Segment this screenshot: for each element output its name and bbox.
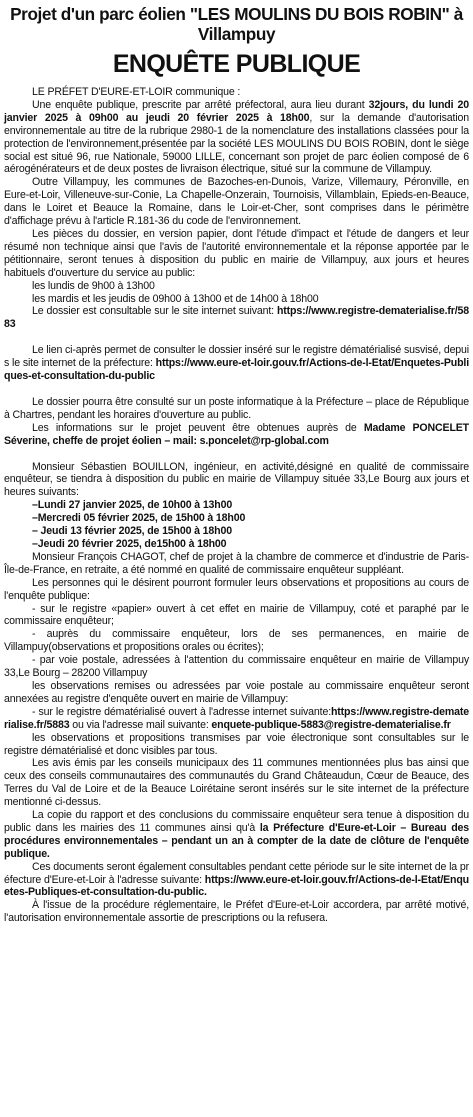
hours-tue-thu: les mardis et les jeudis de 09h00 à 13h00 et de 14h00 à 18h00 (32, 292, 319, 305)
paragraph-pieces: Les pièces du dossier, en version papier, dont l'étude d'impact et l'étude de dangers et leur résumé non technique ainsi que l'avis de l'autorité environnementale et la réponse apportée par le pétitionnaire, seront tenues à disposition du public en mairie de Villampuy, aux jours et heures habituels d'ouverture du service au public: (4, 227, 469, 279)
paragraph-site: Le dossier est consultable sur le site internet suivant: https://www.registre-dematerialise.fr/5883 (4, 305, 469, 331)
prefecture-link[interactable]: https://www.eure-et-loir.gouv.fr/Actions-de-l-Etat/Enquetes-Publiques-et-consultation-du-public (4, 357, 469, 383)
paragraph-consultables: Ces documents seront également consultables pendant cette période sur le site internet de la préfecture d'Eure-et-Loir à l'adresse suivante: https://www.eure-et-loir.gouv.fr/Actions-de-l-Etat/Enquetes-Publiques-et-consultation-du-public. (4, 860, 469, 899)
notice-heading: ENQUÊTE PUBLIQUE (112, 50, 361, 78)
prefecture-emphasis: la Préfecture d'Eure-et-Loir – Bureau des procédures environnementales – pendant un an à compter de la date de clôture de l'enquête publique. (4, 821, 469, 860)
enquete-mail[interactable]: enquete-publique-5883@registre-dematerialise.fr (211, 718, 451, 731)
paragraph-contact: Les informations sur le projet peuvent être obtenues auprès de Madame PONCELET Séverine, cheffe de projet éolien – mail: s.poncelet@rp-global.com (4, 421, 469, 447)
paragraph-visibles: les observations et propositions transmises par voie électronique sont consultables sur le registre dématérialisé et donc visibles par tous. (4, 731, 469, 757)
paragraph-rapport: La copie du rapport et des conclusions du commissaire enquêteur sera tenue à disposition du public dans les mairies des 11 communes ainsi qu'à la Préfecture d'Eure-et-Loir – Bureau des procédures environnementales – pendant un an à compter de la date de clôture de l'enquête publique. (4, 809, 469, 860)
permanence-item: –Mercredi 05 février 2025, de 15h00 à 18h00 (32, 512, 246, 525)
hours-monday: les lundis de 9h00 à 13h00 (32, 279, 155, 292)
paragraph-communes: Outre Villampuy, les communes de Bazoches-en-Dunois, Varize, Villemaury, Péronville, en Eure-et-Loir, Villeneuve-sur-Conie, La Chapelle-Onzerain, Tournoisis, Villamblain, Epieds-en-Beauce, dans le Loiret et Beauce la Romaine, dans le Loir-et-Cher, sont comprises dans le périmètre d'affichage prévu à l'article R.181-36 du code de l'environnement. (4, 176, 469, 228)
observation-registre: - sur le registre «papier» ouvert à cet effet en mairie de Villampuy, coté et paraphé par le commissaire enquêteur; (4, 602, 469, 628)
registre-link[interactable]: https://www.registre-dematerialise.fr/5883 (4, 305, 469, 331)
prefet-line: LE PRÉFET D'EURE-ET-LOIR communique : (32, 86, 241, 98)
contact-emphasis: Madame PONCELET Séverine, cheffe de projet éolien – mail: s.poncelet@rp-global.com (4, 421, 469, 447)
paragraph-poste: Le dossier pourra être consulté sur un poste informatique à la Préfecture – place de République à Chartres, pendant les horaires d'ouverture au public. (4, 395, 469, 421)
observation-commissaire: - auprès du commissaire enquêteur, lors de ses permanences, en mairie de Villampuy(observations et propositions orales ou écrites); (4, 628, 469, 654)
notice-title: Projet d'un parc éolien "LES MOULINS DU BOIS ROBIN" à Villampuy (10, 4, 463, 44)
observation-annexees: les observations remises ou adressées par voie postale au commissaire enquêteur seront annexées au registre d'enquête ouvert en mairie de Villampuy: (4, 679, 469, 705)
notice-body (4, 86, 469, 925)
dates-emphasis: 32jours, du lundi 20 janvier 2025 à 09h00 au jeudi 20 février 2025 à 18h00 (4, 98, 470, 124)
paragraph-commissaire: Monsieur Sébastien BOUILLON, ingénieur, en activité,désigné en qualité de commissaire enquêteur, se tiendra à disposition du public en mairie de Villampuy située 33,Le Bourg aux jours et heures suivants: (4, 460, 469, 499)
observation-postale: - par voie postale, adressées à l'attention du commissaire enquêteur en mairie de Villampuy 33,Le Bourg – 28200 Villampuy (4, 654, 469, 680)
paragraph-observations: Les personnes qui le désirent pourront formuler leurs observations et propositions au cours de l'enquête publique: (4, 576, 469, 602)
paragraph-lien: Le lien ci-après permet de consulter le dossier inséré sur le registre dématérialisé susvisé, depuis le site internet de la préfecture: https://www.eure-et-loir.gouv.fr/Actions-de-l-Etat/Enquetes-Publiques-et-consultation-du-public (4, 344, 469, 383)
permanence-item: –Jeudi 20 février 2025, de15h00 à 18h00 (32, 538, 227, 550)
paragraph-suppleant: Monsieur François CHAGOT, chef de projet à la chambre de commerce et d'industrie de Paris- Île-de-France, en retraite, a été nommé en qualité de commissaire enquêteur suppléant. (4, 550, 469, 576)
paragraph-issue: À l'issue de la procédure réglementaire, le Préfet d'Eure-et-Loir accordera, par arrêté motivé, l'autorisation environnementale assortie de prescriptions ou la refusera. (4, 899, 469, 925)
observation-dematerialise: - sur le registre dématérialisé ouvert à l'adresse internet suivante:https://www.registre-dematerialise.fr/5883 ou via l'adresse mail suivante: enquete-publique-5883@registre-dematerialise.fr (4, 705, 469, 731)
paragraph-avis: Les avis émis par les conseils municipaux des 11 communes mentionnées plus bas ainsi que ceux des conseils communautaires des communautés du Grand Châteaudun, Cœur de Beauce, des Terres du Val de Loire et de la Beauce Loirétaine seront insérés sur le site internet de la préfecture mentionné ci-dessus. (4, 757, 469, 809)
permanence-item: – Jeudi 13 février 2025, de 15h00 à 18h00 (32, 525, 232, 538)
permanence-item: –Lundi 27 janvier 2025, de 10h00 à 13h00 (32, 499, 233, 512)
prefecture-link-2[interactable]: https://www.eure-et-loir.gouv.fr/Actions-de-l-Etat/Enquetes-Publiques-et-consultation-du-public. (4, 873, 469, 899)
registre-link-2[interactable]: https://www.registre-dematerialise.fr/5883 (4, 705, 469, 731)
paragraph-enquete: Une enquête publique, prescrite par arrêté préfectoral, aura lieu durant 32jours, du lundi 20 janvier 2025 à 09h00 au jeudi 20 février 2025 à 18h00, sur la demande d'autorisation environnementale au titre de la rubrique 2980-1 de la nomenclature des installations classées pour la protection de l'environnement,présentée par la société LES MOULINS DU BOIS ROBIN, dont le siège social est situé 96, rue Nationale, 59000 LILLE, concernant son projet de parc éolien composé de 6 aérogénérateurs et de deux postes de livraison électrique, situé sur la commune de Villampuy. (4, 98, 470, 176)
